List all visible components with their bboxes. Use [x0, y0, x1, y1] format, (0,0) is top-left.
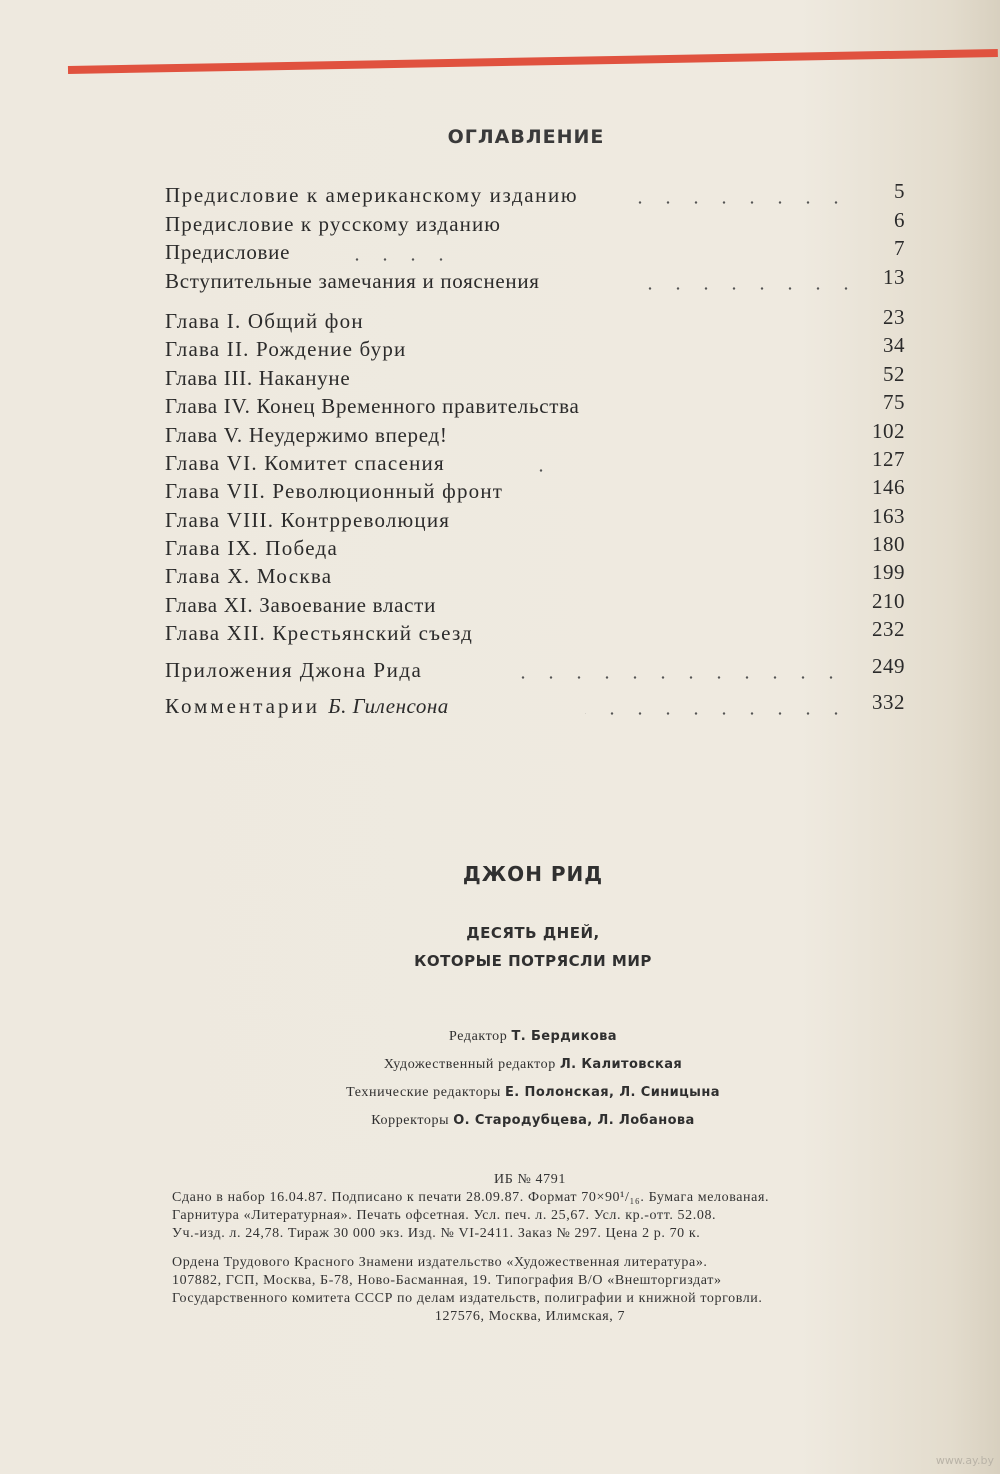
- toc-entry-label: Глава XII. Крестьянский съезд: [165, 621, 473, 646]
- toc-entry: [165, 264, 905, 295]
- imprint-line: 107882, ГСП, Москва, Б-78, Ново-Басманная, 19. Типография В/О «Внешторгиздат»: [172, 1273, 722, 1288]
- credit-names: Л. Калитовская: [559, 1057, 683, 1072]
- toc-entry-label: Предисловие к русскому изданию: [165, 211, 502, 236]
- toc-entry: [165, 333, 905, 364]
- toc-entry: [165, 361, 905, 392]
- toc-leader-dots: [335, 258, 455, 261]
- toc-entry-label: Глава VI. Комитет спасения: [165, 450, 445, 475]
- credit-role: Технические редакторы: [346, 1085, 501, 1100]
- credit-names: Т. Бердикова: [511, 1029, 617, 1044]
- toc-entry: [165, 532, 905, 563]
- toc-entry-page: 7: [894, 236, 905, 261]
- toc-entry: [165, 418, 905, 449]
- toc-entry-label-group: [165, 694, 449, 719]
- toc-entry-label: Глава IV. Конец Временного правительства: [165, 394, 580, 419]
- watermark: www.ay.by: [935, 1454, 994, 1467]
- toc-entry-label: Глава I. Общий фон: [165, 308, 364, 333]
- imprint-line: Государственного комитета СССР по делам издательств, полиграфии и книжной торговли.: [172, 1291, 763, 1306]
- toc-title: ОГЛАВЛЕНИЕ: [447, 126, 605, 148]
- toc-entry-page: 102: [872, 418, 905, 443]
- toc-entry: [165, 390, 905, 421]
- credit-names: О. Стародубцева, Л. Лобанова: [453, 1113, 695, 1128]
- toc-entry-page: 75: [883, 390, 905, 415]
- toc-entry-page: 163: [872, 503, 905, 528]
- toc-leader-dots: [635, 201, 850, 204]
- toc-entry-label: Глава V. Неудержимо вперед!: [165, 422, 448, 447]
- imprint-line: Ордена Трудового Красного Знамени издательство «Художественная литература».: [172, 1255, 708, 1270]
- toc-entry-page: 34: [883, 333, 905, 358]
- toc-entry: [165, 304, 905, 336]
- toc-entry-label: Предисловие к американскому изданию: [165, 183, 579, 208]
- credit-role: Художественный редактор: [383, 1057, 556, 1072]
- toc-entry-page: 210: [872, 588, 905, 613]
- credit-role: Корректоры: [371, 1113, 450, 1128]
- toc-entry: [165, 503, 905, 534]
- toc-entry-page: 332: [872, 690, 905, 715]
- table-of-contents: [165, 179, 905, 721]
- book-title-line2: КОТОРЫЕ ПОТРЯСЛИ МИР: [414, 952, 652, 970]
- red-header-rule: [68, 49, 998, 74]
- toc-entry: [165, 690, 905, 721]
- toc-entry-label: Глава X. Москва: [165, 564, 333, 589]
- toc-entry: [165, 207, 905, 238]
- imprint-line: 127576, Москва, Илимская, 7: [434, 1309, 626, 1324]
- toc-entry-label: Вступительные замечания и пояснения: [165, 268, 540, 293]
- toc-entry: [165, 653, 905, 684]
- toc-entry-page: 52: [883, 361, 905, 386]
- toc-leader-dots: [505, 676, 845, 679]
- imprint-ib-number: ИБ № 4791: [494, 1172, 566, 1187]
- book-author: ДЖОН РИД: [462, 862, 604, 886]
- toc-entry-page: 5: [894, 179, 905, 204]
- toc-entry-label: Глава III. Накануне: [165, 365, 351, 390]
- imprint-line: Гарнитура «Литературная». Печать офсетная. Усл. печ. л. 25,67. Усл. кр.-отт. 52.08.: [172, 1208, 717, 1223]
- credit-line: [0, 1029, 1000, 1045]
- toc-entry-page: 232: [872, 617, 905, 642]
- toc-entry-label-italic: Б. Гиленсона: [328, 694, 449, 719]
- credit-line: [0, 1057, 1000, 1073]
- credit-role: Редактор: [449, 1029, 508, 1044]
- toc-entry-page: 180: [872, 532, 905, 557]
- toc-entry-label: Приложения Джона Рида: [165, 657, 423, 682]
- toc-entry-page: 23: [883, 304, 905, 329]
- toc-entry-label: Глава IX. Победа: [165, 536, 339, 561]
- toc-entry-page: 13: [883, 264, 905, 289]
- book-title-line1: ДЕСЯТЬ ДНЕЙ,: [466, 924, 600, 942]
- toc-entry: [165, 236, 905, 267]
- credit-line: [0, 1113, 1000, 1129]
- toc-leader-dots: [585, 712, 850, 715]
- toc-entry-label: Глава VIII. Контрреволюция: [165, 507, 451, 532]
- toc-entry: [165, 446, 905, 478]
- credit-names: Е. Полонская, Л. Синицына: [505, 1085, 720, 1100]
- toc-entry-label: Предисловие: [165, 240, 291, 265]
- toc-entry: [165, 588, 905, 619]
- toc-entry-label: Глава VII. Революционный фронт: [165, 479, 504, 504]
- toc-entry-page: 127: [872, 446, 905, 471]
- toc-entry: [165, 560, 905, 591]
- toc-entry-label: Комментарии: [165, 694, 320, 719]
- toc-entry-label: Глава II. Рождение бури: [165, 337, 407, 362]
- toc-leader-dots: [635, 287, 860, 290]
- toc-entry-page: 249: [872, 653, 905, 678]
- toc-entry-page: 6: [894, 207, 905, 232]
- toc-entry-label: Глава XI. Завоевание власти: [165, 592, 437, 617]
- imprint-line: Сдано в набор 16.04.87. Подписано к печати 28.09.87. Формат 70×90¹/₁₆. Бумага мелованая.: [172, 1190, 770, 1205]
- imprint-line: Уч.-изд. л. 24,78. Тираж 30 000 экз. Изд. № VI-2411. Заказ № 297. Цена 2 р. 70 к.: [172, 1226, 701, 1241]
- credit-line: [0, 1085, 1000, 1101]
- toc-entry: [165, 617, 905, 648]
- toc-entry-page: 199: [872, 560, 905, 585]
- toc-entry: [165, 475, 905, 506]
- toc-leader-dots: [525, 469, 555, 472]
- toc-entry-page: 146: [872, 475, 905, 500]
- toc-entry: [165, 179, 905, 210]
